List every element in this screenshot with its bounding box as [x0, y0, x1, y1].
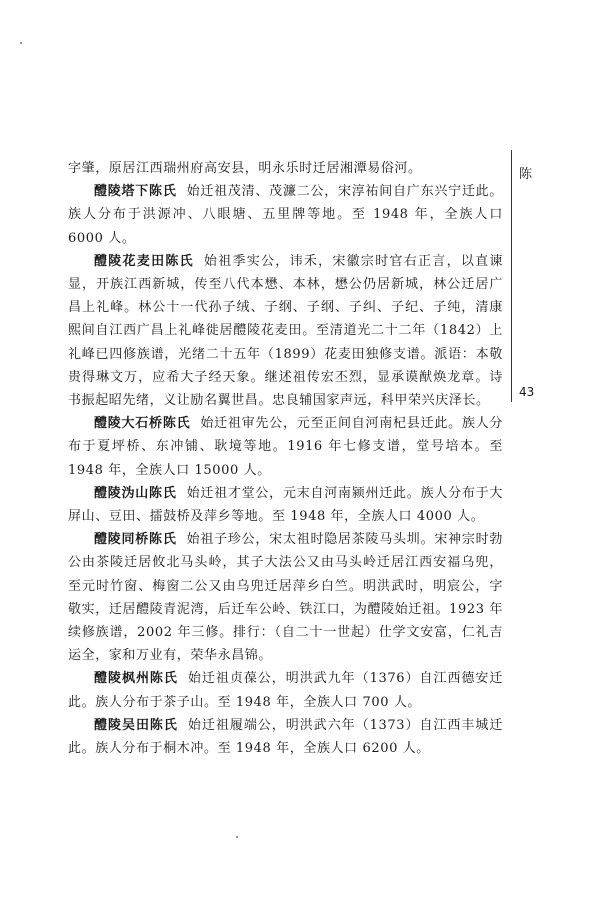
paragraph-text: 始迁祖贞葆公，明洪武九年（1376）自江西德安迁此。族人分布于茶子山。至 1948 年，全族人口 700 人。	[68, 671, 503, 710]
paragraph	[68, 528, 503, 667]
paragraph	[68, 714, 503, 760]
paragraph-text: 始迁祖才堂公，元末自河南颍州迁此。族人分布于大屏山、豆田、擂鼓桥及萍乡等地。至 1948 年，全族人口 4000 人。	[68, 485, 503, 525]
paragraph-heading: 醴陵大石桥陈氏	[94, 416, 191, 432]
paragraph	[68, 482, 503, 528]
paragraph-heading: 醴陵花麦田陈氏	[94, 253, 194, 269]
paragraph-heading: 醴陵塔下陈氏	[94, 184, 177, 200]
paragraph-heading: 醴陵枫州陈氏	[94, 671, 178, 687]
paragraph-text: 始迁祖茂清、茂濂二公，宋淳祐间自广东兴宁迁此。族人分布于洪源冲、八眼塘、五里牌等地。至 1948 年，全族人口 6000 人。	[68, 184, 503, 246]
paragraph	[68, 157, 503, 180]
paragraph-text: 始祖子珍公，宋太祖时隐居茶陵马头圳。宋神宗时勃公由茶陵迁居攸北马头岭，其子大法公又由马头岭迁居江西安福乌兜，至元时竹窗、梅窗二公又由乌兜迁居萍乡白竺。明洪武时，明宸公，字敬实，迁居醴陵青泥湾，后迁车公岭、铁江口，为醴陵始迁祖。1923 年续修族谱，2002 年三修。排行：（自二十一世起）仕学文安富，仁礼吉运全，家和万业有，荣华永昌锦。	[68, 532, 503, 664]
paragraph-heading: 醴陵沩山陈氏	[94, 485, 177, 501]
main-text	[68, 157, 503, 760]
scan-speck	[20, 42, 22, 44]
paragraph-heading: 醴陵同桥陈氏	[94, 532, 177, 548]
page-number: 43	[519, 385, 535, 399]
surname-side-label: 陈	[519, 167, 533, 182]
scan-speck	[236, 836, 238, 838]
paragraph-text: 始祖季实公，讳禾，宋徽宗时官右正言，以直谏显，开族江西新城，传至八代本懋、本林，懋公仍居新城，林公迁居广昌上礼峰。林公十一代孙子绒、子纲、子纲、子纠、子纪、子纯，清康熙间自江西广昌上礼峰徙居醴陵花麦田。至清道光二十二年（1842）上礼峰已四修族谱，光绪二十五年（1899）花麦田独修支谱。派语：本敬贵得琳文万，应希大子经天象。继述祖传宏丕烈，显承谟猷焕龙章。诗书振起昭先绪，义让励名翼世昌。忠良辅国家声远，科甲荣兴庆泽长。	[68, 253, 503, 409]
paragraph	[68, 412, 503, 482]
paragraph-heading: 醴陵吴田陈氏	[94, 717, 178, 733]
paragraph-text: 字肇，原居江西瑞州府高安县，明永乐时迁居湘潭易俗河。	[68, 161, 422, 176]
paragraph	[68, 667, 503, 713]
paragraph	[68, 180, 503, 250]
margin-rule	[511, 150, 512, 402]
paragraph-text: 始迁祖履端公，明洪武六年（1373）自江西丰城迁此。族人分布于桐木冲。至 1948 年，全族人口 6200 人。	[68, 717, 503, 757]
paragraph-text: 始迁祖审先公，元至正间自河南杞县迁此。族人分布于夏坪桥、东冲铺、耿境等地。1916 年七修支谱，堂号培本。至 1948 年，全族人口 15000 人。	[68, 416, 504, 478]
paragraph	[68, 250, 503, 412]
